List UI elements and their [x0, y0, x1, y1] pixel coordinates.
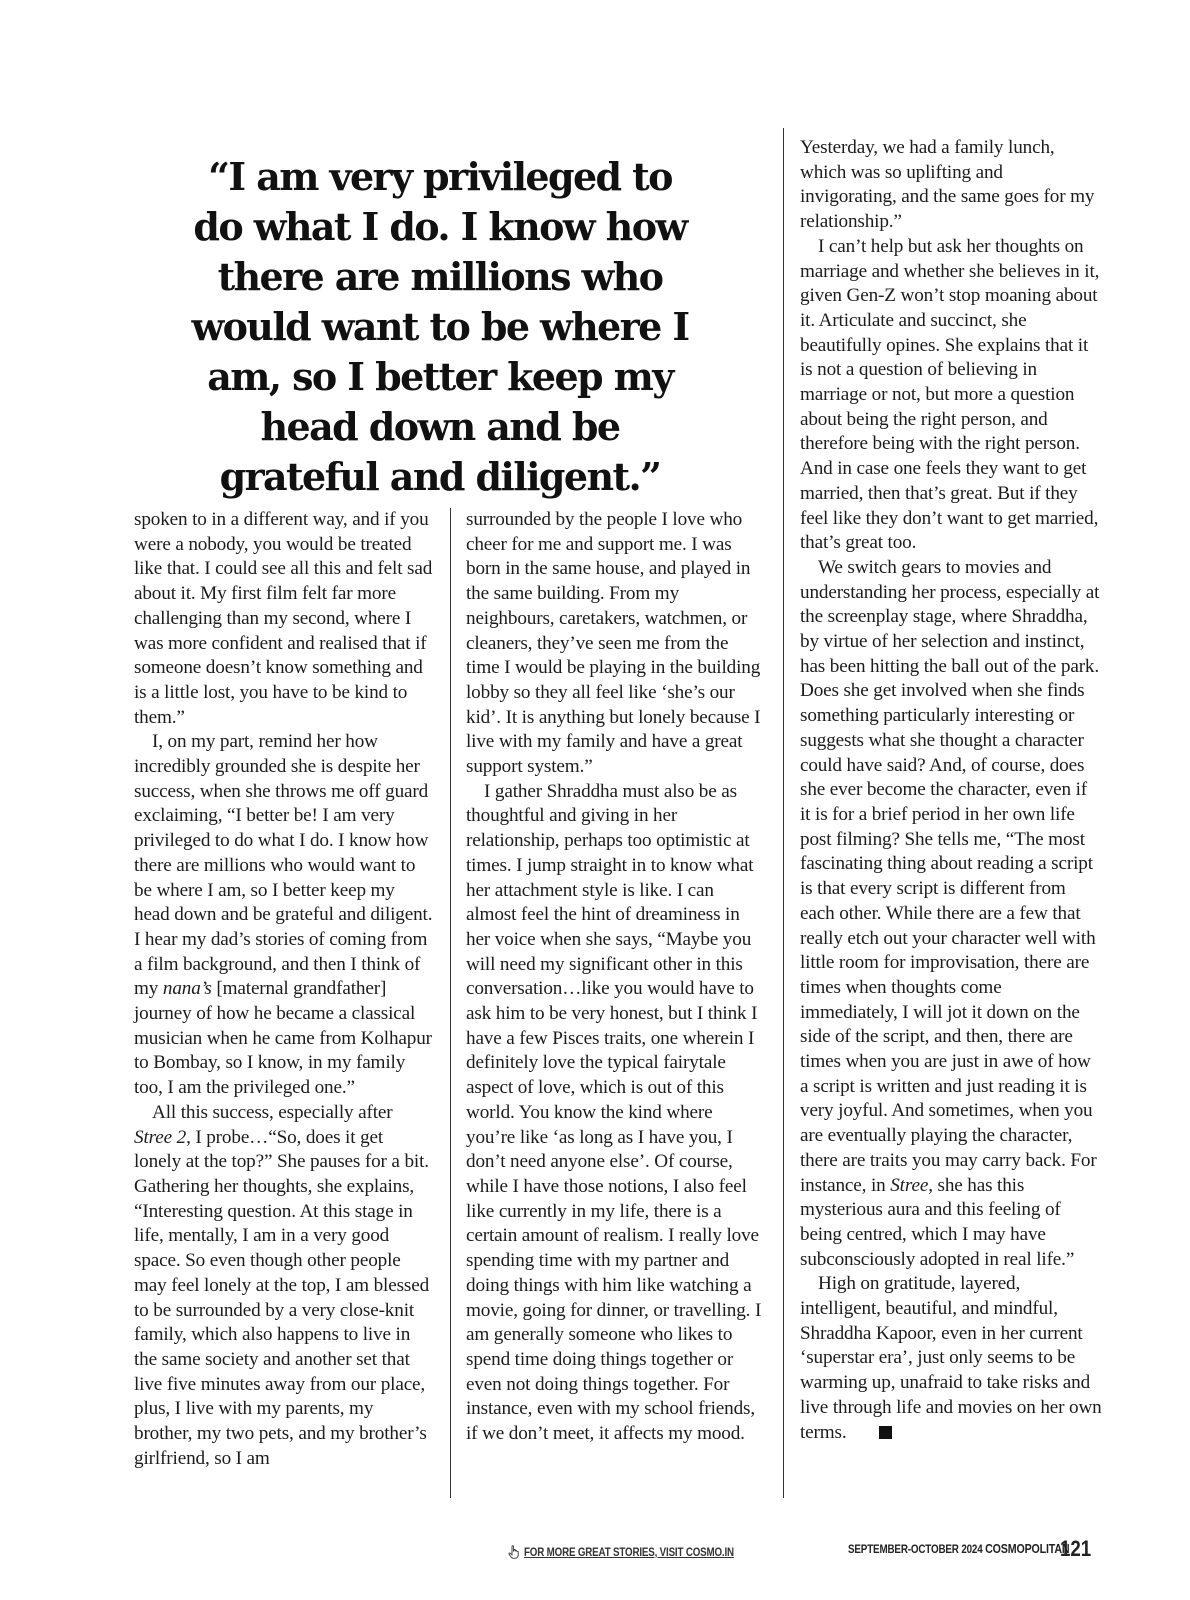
column-divider [783, 128, 784, 1498]
folio [848, 1536, 1118, 1561]
article-column-3 [800, 136, 1102, 1445]
paragraph: I gather Shraddha must also be as thoughtful and giving in her relationship, perhaps too optimistic at times. I jump straight in to know what her attachment style is like. I can almost feel the hint of dreaminess in her voice when she says, “Maybe you will need my significant other in this conversation…like you would have to ask him to be very honest, but I think I have a few Pisces traits, one wherein I definitely love the typical fairytale aspect of love, which is out of this world. You know the kind where you’re like ‘as long as I have you, I don’t need anyone else’. Of course, while I have those notions, I also feel like currently in my life, there is a certain amount of realism. I really love spending time with my partner and doing things with him like watching a movie, going for dinner, or travelling. I am generally someone who likes to spend time doing things together or even not doing things together. For instance, even with my school friends, if we don’t meet, it affects my mood. [466, 780, 762, 1445]
magazine-name: COSMOPOLITAN [985, 1541, 1070, 1556]
paragraph: All this success, especially after Stree 2, I probe…“So, does it get lonely at the top?” She pauses for a bit. Gathering her thoughts, she explains, “Interesting question. At this stage in life, mentally, I am in a very good space. So even though other people may feel lonely at the top, I am blessed to be surrounded by a very close-knit family, which also happens to live in the same society and another set that live five minutes away from our place, plus, I live with my parents, my brother, my two pets, and my brother’s girlfriend, so I am [134, 1101, 430, 1469]
end-mark-icon [879, 1426, 892, 1439]
pull-quote: “I am very privileged to do what I do. I know how there are millions who would want to be where I am, so I better keep my head down and be grateful and diligent.” [191, 154, 689, 499]
paragraph: I can’t help but ask her thoughts on marriage and whether she believes in it, given Gen-Z won’t stop moaning about it. Articulate and succinct, she beautifully opines. She explains that it is not a question of believing in marriage or not, but more a question about being the right person, and therefore being with the right person. And in case one feels they want to get married, then that’s great. But if they feel like they don’t want to get married, that’s great too. [800, 235, 1100, 554]
pointing-hand-icon [508, 1545, 520, 1559]
paragraph: surrounded by the people I love who cheer for me and support me. I was born in the same house, and played in the same building. From my neighbours, caretakers, watchmen, or cleaners, they’ve seen me from the time I would be playing in the building lobby so they all feel like ‘she’s our kid’. It is anything but lonely because I live with my family and have a great support system.” [466, 509, 761, 778]
column-divider [450, 508, 451, 1498]
issue-date: SEPTEMBER-OCTOBER 2024 [848, 1542, 983, 1556]
article-column-1 [134, 508, 434, 1471]
page-number: 121 [1060, 1536, 1092, 1561]
paragraph: Yesterday, we had a family lunch, which was so uplifting and invigorating, and the same goes for my relationship.” [800, 137, 1095, 233]
paragraph: spoken to in a different way, and if you were a nobody, you would be treated like that. I could see all this and felt sad about it. My first film felt far more challenging than my second, where I was more confident and realised that if someone doesn’t know something and is a little lost, you have to be kind to them.” [134, 509, 433, 728]
paragraph: I, on my part, remind her how incredibly grounded she is despite her success, when she throws me off guard exclaiming, “I better be! I am very privileged to do what I do. I know how there are millions who would want to be where I am, so I better keep my head down and be grateful and diligent. I hear my dad’s stories of coming from a film background, and then I think of my nana’s [maternal grandfather] journey of how he became a classical musician when he came from Kolhapur to Bombay, so I know, in my family too, I am the privileged one.” [134, 731, 433, 1099]
paragraph: High on gratitude, layered, intelligent, beautiful, and mindful, Shraddha Kapoor, even in her current ‘superstar era’, just only seems to be warming up, unafraid to take risks and live through life and movies on her own terms. [800, 1273, 1102, 1443]
footer-link[interactable] [508, 1545, 771, 1559]
issue-date-and-magazine [848, 1541, 1069, 1556]
footer-link-text[interactable]: FOR MORE GREAT STORIES, VISIT COSMO.IN [524, 1547, 734, 1559]
article-column-2 [466, 508, 766, 1447]
paragraph: We switch gears to movies and understanding her process, especially at the screenplay stage, where Shraddha, by virtue of her selection and instinct, has been hitting the ball out of the park. Does she get involved when she finds something particularly interesting or suggests what she thought a character could have said? And, of course, does she ever become the character, even if it is for a brief period in her own life post filming? She tells me, “The most fascinating thing about reading a script is that every script is different from each other. While there are a few that really etch out your character well with little room for improvisation, there are times when thoughts come immediately, I will jot it down on the side of the script, and then, there are times when you are just in awe of how a script is written and just reading it is very joyful. And sometimes, when you are eventually playing the character, there are traits you may carry back. For instance, in Stree, she has this mysterious aura and this feeling of being centred, which I may have subconsciously adopted in real life.” [800, 556, 1100, 1270]
